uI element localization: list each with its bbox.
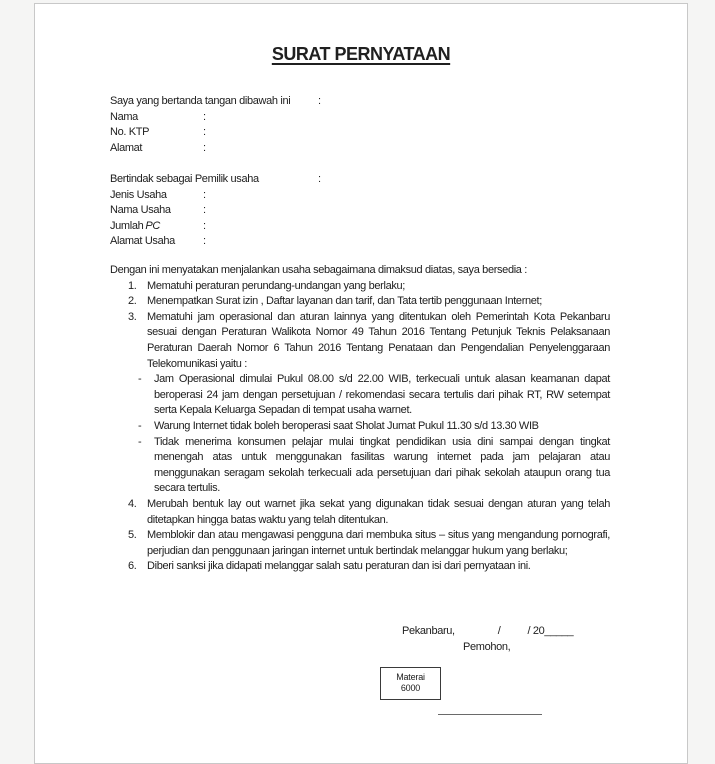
- term-item: [128, 559, 610, 575]
- business-intro-line: [110, 172, 610, 188]
- term-item: [128, 294, 610, 310]
- field-label: No. KTP: [110, 126, 150, 139]
- business-section: [110, 172, 610, 250]
- date-slash: /: [497, 625, 501, 637]
- field-colon: :: [203, 235, 206, 248]
- field-row: [110, 125, 610, 141]
- date-place-line: [402, 624, 573, 640]
- document-page: [34, 3, 688, 764]
- term-number: 1.: [128, 279, 137, 292]
- field-label-italic: PC: [145, 219, 160, 232]
- field-label: Jenis Usaha: [110, 188, 167, 201]
- field-colon: :: [318, 95, 321, 107]
- term-item: [128, 528, 610, 559]
- field-colon: :: [203, 110, 206, 123]
- signature-line: [438, 702, 542, 715]
- term-number: 3.: [128, 310, 137, 323]
- field-row: [110, 110, 610, 126]
- statement-section: [110, 263, 610, 575]
- stamp-box: [380, 667, 441, 700]
- document-title: SURAT PERNYATAAN: [271, 44, 451, 64]
- term-number: 5.: [128, 529, 137, 542]
- term-text: Diberi sanksi jika didapati melanggar salah satu peraturan dan isi dari pernyataan ini.: [147, 560, 531, 573]
- dash-marker: -: [138, 419, 142, 432]
- term-text: Memblokir dan atau mengawasi pengguna dari membuka situs – situs yang mengandung pornografi, perjudian dan penggunaan jaringan internet untuk bertindak melanggar hukum yang berlaku;: [147, 529, 610, 557]
- term-item: [128, 279, 610, 295]
- identity-intro-line: [110, 94, 610, 110]
- business-intro-text: Bertindak sebagai Pemilik usaha: [110, 173, 259, 185]
- place-text: Pekanbaru,: [402, 625, 455, 637]
- stamp-line1: Materai: [396, 672, 425, 682]
- field-colon: :: [203, 141, 206, 154]
- sub-term-item: [138, 419, 610, 435]
- term-text: Merubah bentuk lay out warnet jika sekat yang digunakan tidak sesuai dengan aturan yang telah ditetapkan hingga batas waktu yang telah ditentukan.: [147, 497, 610, 526]
- field-label: Alamat Usaha: [110, 235, 175, 248]
- statement-intro: Dengan ini menyatakan menjalankan usaha sebagaimana dimaksud diatas, saya bersedia :: [110, 264, 527, 276]
- field-row: [110, 219, 610, 235]
- field-colon: :: [203, 188, 206, 201]
- field-colon: :: [318, 173, 321, 185]
- term-number: 6.: [128, 560, 137, 573]
- sub-term-item: [138, 372, 610, 419]
- dash-marker: -: [138, 373, 142, 386]
- term-item: [128, 310, 610, 372]
- identity-intro-text: Saya yang bertanda tangan dibawah ini: [110, 95, 291, 107]
- term-number: 2.: [128, 295, 137, 308]
- stamp-line2: 6000: [400, 683, 421, 693]
- field-label: Jumlah PC: [110, 219, 160, 232]
- sub-term-text: Warung Internet tidak boleh beroperasi saat Sholat Jumat Pukul 11.30 s/d 13.30 WIB: [154, 419, 539, 432]
- term-item: [128, 497, 610, 528]
- term-number: 4.: [128, 497, 137, 510]
- signer-label: Pemohon,: [463, 641, 511, 653]
- field-row: [110, 188, 610, 204]
- date-year-blank: / 20_____: [527, 625, 574, 637]
- field-label: Alamat: [110, 141, 143, 154]
- field-label: Nama: [110, 110, 138, 123]
- term-text: Mematuhi jam operasional dan aturan lainnya yang ditentukan oleh Pemerintah Kota Pekanbaru sesuai dengan Peraturan Walikota Nomor 49 Tahun 2016 Tentang Petunjuk Teknis Pelaksanaan Peraturan Daerah Nomor 6 Tahun 2016 Tentang Penataan dan Pengendalian Penyelenggaraan Telekomunikasi yaitu :: [147, 310, 610, 370]
- dash-marker: -: [138, 435, 142, 448]
- field-row: [110, 234, 610, 250]
- field-colon: :: [203, 219, 206, 232]
- field-colon: :: [203, 204, 206, 217]
- identity-section: [110, 94, 610, 156]
- sub-term-text: Tidak menerima konsumen pelajar mulai tingkat pendidikan usia dini sampai dengan tingkat menengah atas untuk menggunakan fasilitas warung internet pada jam pelajaran atau menggunakan seragam sekolah terkecuali ada persetujuan dari pihak sekolah ataupun orang tua secara tertulis.: [154, 435, 610, 495]
- field-row: [110, 141, 610, 157]
- field-row: [110, 203, 610, 219]
- term-text: Menempatkan Surat izin , Daftar layanan dan tarif, dan Tata tertib penggunaan Internet;: [147, 295, 542, 308]
- sub-term-item: [138, 435, 610, 497]
- field-label: Nama Usaha: [110, 204, 171, 217]
- field-colon: :: [203, 126, 206, 139]
- term-text: Mematuhi peraturan perundang-undangan yang berlaku;: [147, 279, 405, 292]
- sub-term-text: Jam Operasional dimulai Pukul 08.00 s/d 22.00 WIB, terkecuali untuk alasan keamanan dapat beroperasi 24 jam dengan persetujuan / rekomendasi secara tertulis dari pihak RT, RW setempat serta Kepala Keluarga Sepadan di tempat usaha warnet.: [154, 373, 610, 417]
